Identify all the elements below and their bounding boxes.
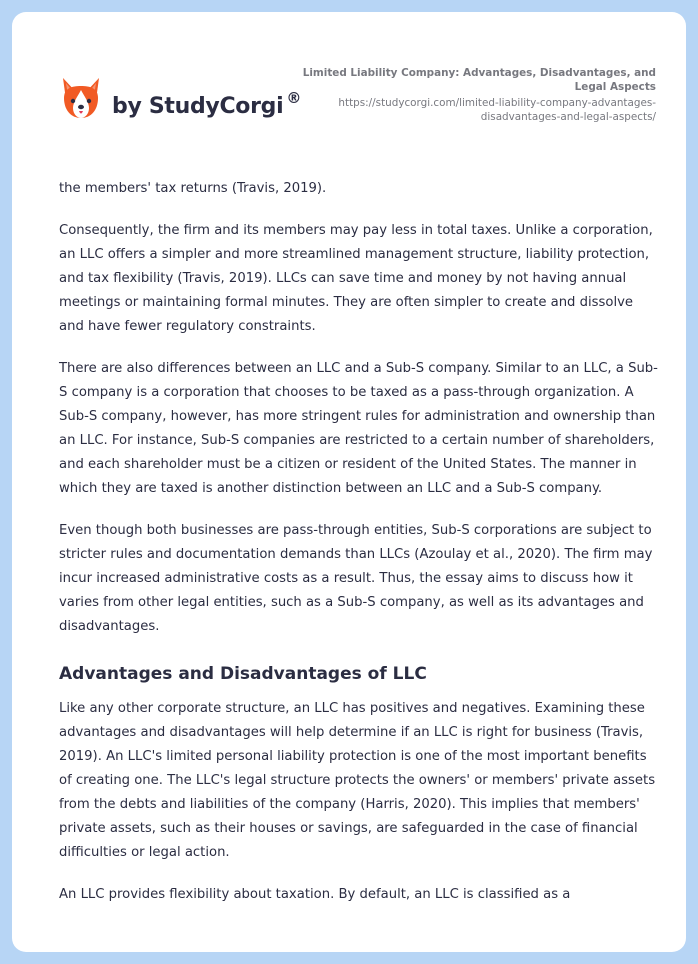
registered-mark: ® [286, 89, 302, 107]
paragraph: Consequently, the firm and its members may pay less in total taxes. Unlike a corporation, an LLC offers a simpler and more streamlined management structure, liability protection, and tax flexibility (Travis, 2019). LLCs can save time and money by not having annual meetings or maintaining formal minutes. They are often simpler to create and dissolve and have fewer regulatory constraints. [59, 223, 653, 334]
document-body [59, 177, 659, 925]
paragraph: An LLC provides flexibility about taxation. By default, an LLC is classified as a [59, 887, 571, 902]
brand-text: by StudyCorgi [112, 94, 284, 119]
paragraph: Like any other corporate structure, an LLC has positives and negatives. Examining these advantages and disadvantages will help determine if an LLC is right for business (Travis, 2019). An LLC's limited personal liability protection is one of the most important benefits of creating one. The LLC's legal structure protects the owners' or members' private assets from the debts and liabilities of the company (Harris, 2020). This implies that members' private assets, such as their houses or savings, are safeguarded in the case of financial difficulties or legal action. [59, 701, 656, 860]
paragraph: the members' tax returns (Travis, 2019). [59, 181, 327, 196]
paragraph: Even though both businesses are pass-through entities, Sub-S corporations are subject to stricter rules and documentation demands than LLCs (Azoulay et al., 2020). The firm may incur increased administrative costs as a result. Thus, the essay aims to discuss how it varies from other legal entities, such as a Sub-S company, as well as its advantages and disadvantages. [59, 523, 653, 634]
document-page [12, 12, 686, 952]
paragraph: There are also differences between an LLC and a Sub-S company. Similar to an LLC, a Sub-S company is a corporation that chooses to be taxed as a pass-through organization. A Sub-S company, however, has more stringent rules for administration and ownership than an LLC. For instance, Sub-S companies are restricted to a certain number of shareholders, and each shareholder must be a citizen or resident of the United States. The manner in which they are taxed is another distinction between an LLC and a Sub-S company. [59, 361, 658, 496]
document-title: Limited Liability Company: Advantages, Disadvantages, and Legal Aspects [302, 67, 656, 93]
document-url[interactable]: https://studycorgi.com/limited-liability-company-advantages-disadvantages-and-legal-aspects/ [338, 97, 656, 123]
brand-name[interactable] [112, 89, 302, 119]
corgi-logo-icon[interactable] [60, 76, 102, 122]
document-meta [296, 66, 656, 124]
page-header [12, 12, 686, 152]
section-heading: Advantages and Disadvantages of LLC [59, 664, 427, 684]
